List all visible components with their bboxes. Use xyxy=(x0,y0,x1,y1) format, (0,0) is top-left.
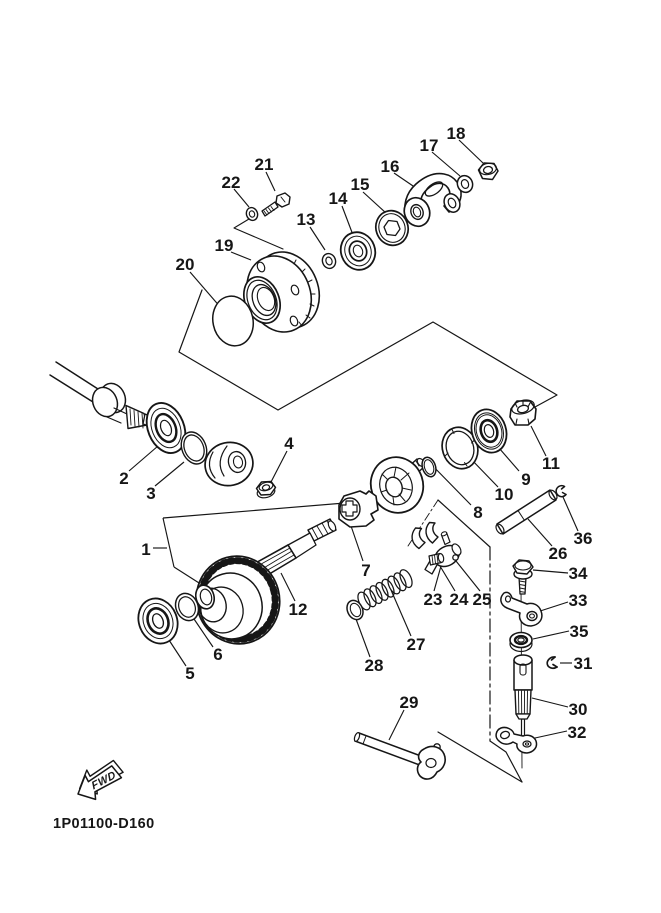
part-21-bolt xyxy=(262,193,290,216)
callout-19-label: 19 xyxy=(214,236,234,255)
callout-34-label: 34 xyxy=(568,564,588,583)
part-30-shift-shaft xyxy=(514,655,532,737)
callout-22-label: 22 xyxy=(221,173,241,192)
part-16-yoke xyxy=(400,174,463,230)
part-23-shift-fork xyxy=(412,523,463,575)
callout-28-label: 28 xyxy=(364,656,384,675)
parts-artwork xyxy=(50,162,566,832)
callout-36-label: 36 xyxy=(573,529,593,548)
callout-1-label: 1 xyxy=(141,540,151,559)
callout-2-label: 2 xyxy=(119,469,129,488)
callout-11-leader xyxy=(531,426,546,456)
callout-8-label: 8 xyxy=(473,503,483,522)
callout-2-leader xyxy=(129,446,158,471)
callout-17-label: 17 xyxy=(419,136,439,155)
callout-19-leader xyxy=(231,252,251,260)
callout-21-leader xyxy=(266,172,275,191)
part-36-clip xyxy=(556,486,566,497)
callout-13-leader xyxy=(310,227,325,250)
part-28-cap xyxy=(344,598,366,622)
callout-25-label: 25 xyxy=(472,590,492,609)
callout-7-label: 7 xyxy=(361,561,371,580)
callout-14-label: 14 xyxy=(328,189,348,208)
callout-10-label: 10 xyxy=(494,485,514,504)
callout-32-leader xyxy=(535,731,567,738)
callout-7-leader xyxy=(350,523,363,561)
part-4-nut xyxy=(256,481,276,500)
callout-30-leader xyxy=(532,698,568,707)
callout-26-label: 26 xyxy=(548,544,568,563)
callout-33-label: 33 xyxy=(568,591,588,610)
fwd-arrow-label: FWD xyxy=(90,769,118,793)
part-8-oring xyxy=(420,455,439,478)
callout-12-leader xyxy=(281,573,295,601)
callout-13-label: 13 xyxy=(296,210,316,229)
callout-21-label: 21 xyxy=(254,155,274,174)
callout-3-leader xyxy=(155,462,184,486)
callout-23-label: 23 xyxy=(423,590,443,609)
callout-9-leader xyxy=(499,448,519,471)
callout-17-leader xyxy=(432,152,460,176)
callout-3-label: 3 xyxy=(146,484,156,503)
callout-29-leader xyxy=(389,710,404,740)
part-13-washer xyxy=(320,252,337,271)
callout-9-label: 9 xyxy=(521,470,531,489)
callout-35-leader xyxy=(533,631,569,639)
fwd-arrow xyxy=(70,756,128,806)
callout-18-label: 18 xyxy=(446,124,466,143)
part-1-pinion-gear xyxy=(201,438,257,490)
part-25-ball xyxy=(453,555,458,560)
callout-32-label: 32 xyxy=(567,723,587,742)
part-22-washer xyxy=(245,206,260,222)
callout-1-leader xyxy=(163,518,174,567)
callout-27-label: 27 xyxy=(406,635,426,654)
callout-28-leader xyxy=(356,619,370,657)
callout-20-label: 20 xyxy=(175,255,195,274)
part-7-dog-clutch xyxy=(339,491,378,527)
callout-30-label: 30 xyxy=(568,700,588,719)
callout-4-label: 4 xyxy=(284,434,294,453)
callout-25-leader xyxy=(456,561,480,591)
callout-29-label: 29 xyxy=(399,693,419,712)
part-29-shift-rod xyxy=(353,732,445,779)
part-31-circlip xyxy=(547,657,557,668)
callout-31-label: 31 xyxy=(573,654,593,673)
callout-24-leader xyxy=(440,566,455,591)
callout-6-label: 6 xyxy=(213,645,223,664)
callout-11-label: 11 xyxy=(542,454,560,473)
callout-24-label: 24 xyxy=(449,590,469,609)
callout-4-leader xyxy=(271,451,287,482)
callout-15-label: 15 xyxy=(350,175,370,194)
callout-18-leader xyxy=(459,140,483,163)
part-34-bolt xyxy=(513,560,533,594)
callout-36-leader xyxy=(563,497,578,531)
part-14-bearing xyxy=(336,227,381,274)
part-18-nut xyxy=(479,162,499,180)
callout-15-leader xyxy=(363,192,386,213)
callout-1-leader xyxy=(163,502,357,518)
callout-14-leader xyxy=(342,206,353,235)
callout-16-label: 16 xyxy=(380,157,400,176)
callout-26-leader xyxy=(528,519,552,546)
callout-35-label: 35 xyxy=(569,622,589,641)
callout-5-label: 5 xyxy=(185,664,195,683)
part-11-castle-nut xyxy=(510,398,536,425)
part-code: 1P01100-D160 xyxy=(53,816,155,832)
callout-34-leader xyxy=(533,570,568,573)
callout-12-label: 12 xyxy=(288,600,308,619)
part-input-shaft xyxy=(50,362,157,429)
callout-27-leader xyxy=(391,590,411,636)
